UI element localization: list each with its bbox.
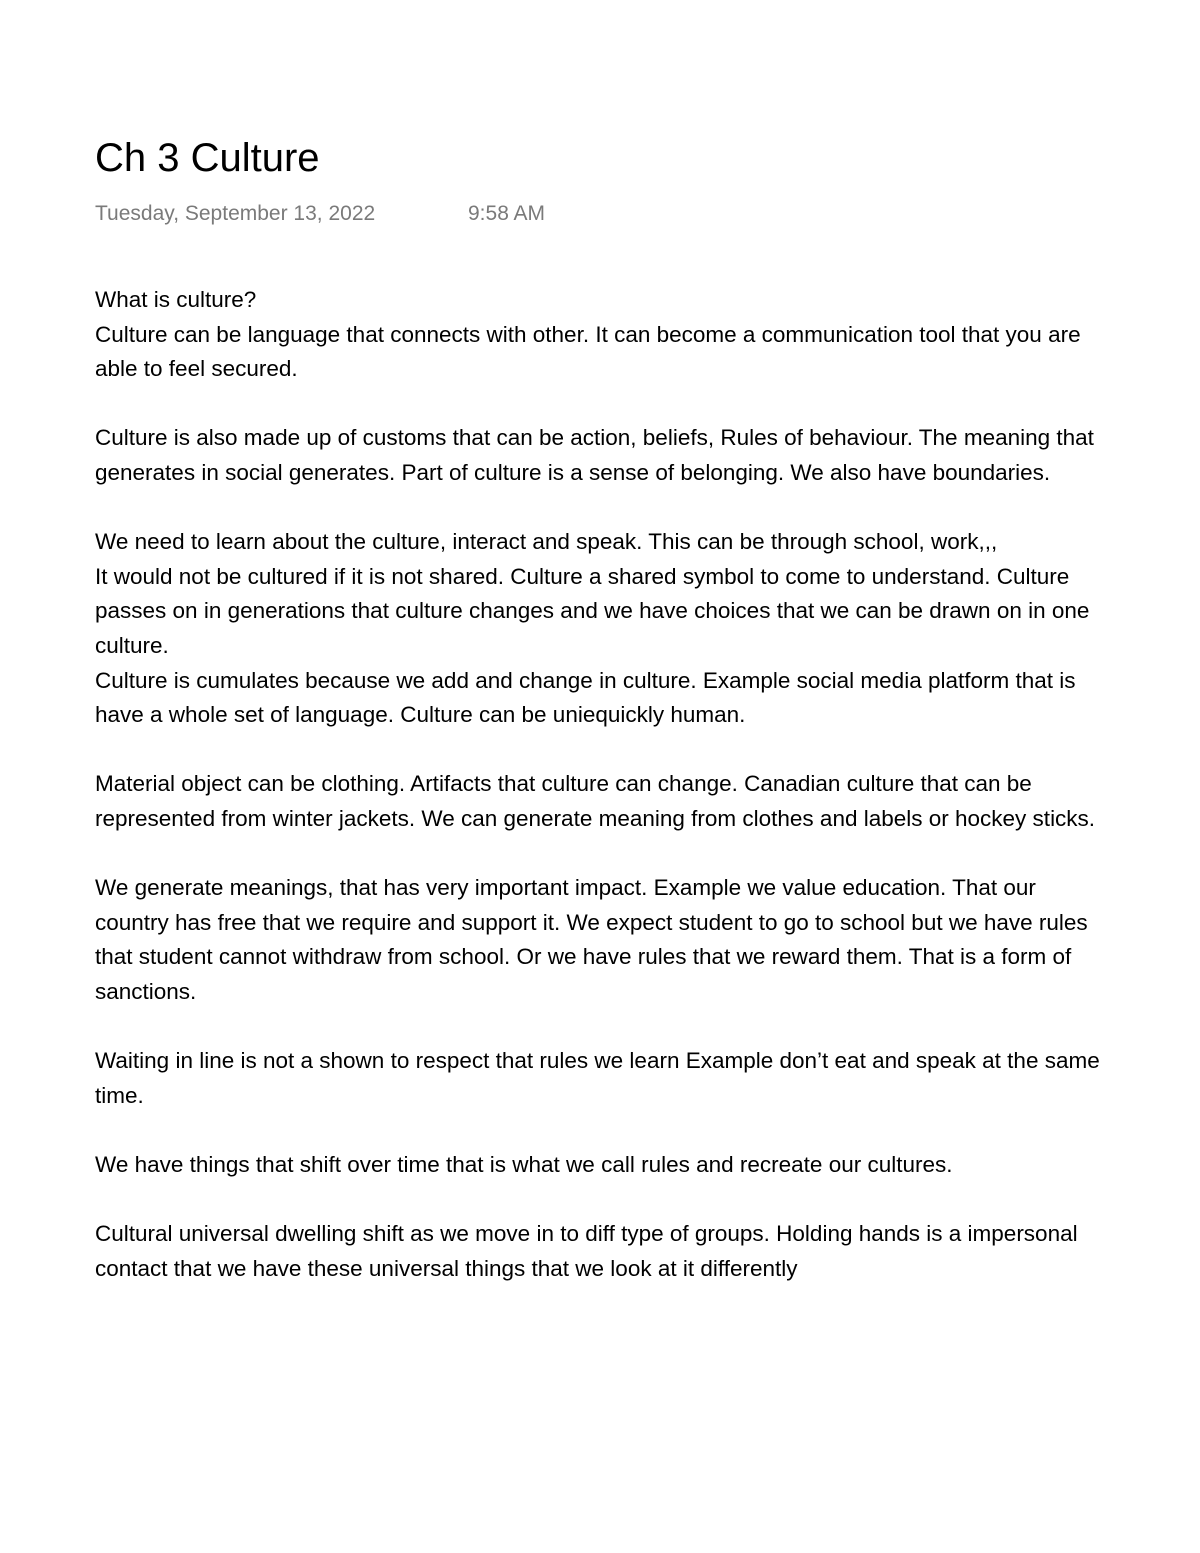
paragraph-shift: We have things that shift over time that is what we call rules and recreate our cultures. [95, 1151, 953, 1177]
paragraph-answer: Culture can be language that connects with other. It can become a communication tool that you are able to feel secured. [95, 321, 1081, 382]
paragraph-waiting: Waiting in line is not a shown to respect that rules we learn Example don’t eat and speak at the same time. [95, 1048, 1100, 1108]
note-time: 9:58 AM [468, 202, 546, 225]
paragraph-material: Material object can be clothing. Artifacts that culture can change. Canadian culture that can be represented from winter jackets. We can generate meaning from clothes and labels or hockey sticks. [95, 771, 1096, 831]
paragraph-customs: Culture is also made up of customs that can be action, beliefs, Rules of behaviour. The meaning that generates in social generates. Part of culture is a sense of belonging. We also have boundaries. [95, 425, 1094, 485]
paragraph-meanings: We generate meanings, that has very important impact. Example we value education. That our country has free that we require and support it. We expect student to go to school but we have rules that student cannot withdraw from school. Or we have rules that we reward them. That is a form of sanctions. [95, 875, 1088, 1004]
paragraph-cumulative: Culture is cumulates because we add and change in culture. Example social media platform that is have a whole set of language. Culture can be uniequickly human. [95, 667, 1076, 728]
paragraph-shared: It would not be cultured if it is not shared. Culture a shared symbol to come to understand. Culture passes on in generations that culture changes and we have choices that we can be drawn on in one culture. [95, 563, 1090, 658]
note-body [95, 283, 1100, 1286]
paragraph-question: What is culture? [95, 287, 257, 312]
note-date: Tuesday, September 13, 2022 [95, 202, 376, 225]
paragraph-learning: We need to learn about the culture, interact and speak. This can be through school, work,,, [95, 529, 998, 555]
page-title: Ch 3 Culture [95, 136, 320, 180]
paragraph-universal: Cultural universal dwelling shift as we move in to diff type of groups. Holding hands is a impersonal contact that we have these universal things that we look at it differently [95, 1221, 1078, 1281]
note-timestamp [95, 199, 546, 229]
